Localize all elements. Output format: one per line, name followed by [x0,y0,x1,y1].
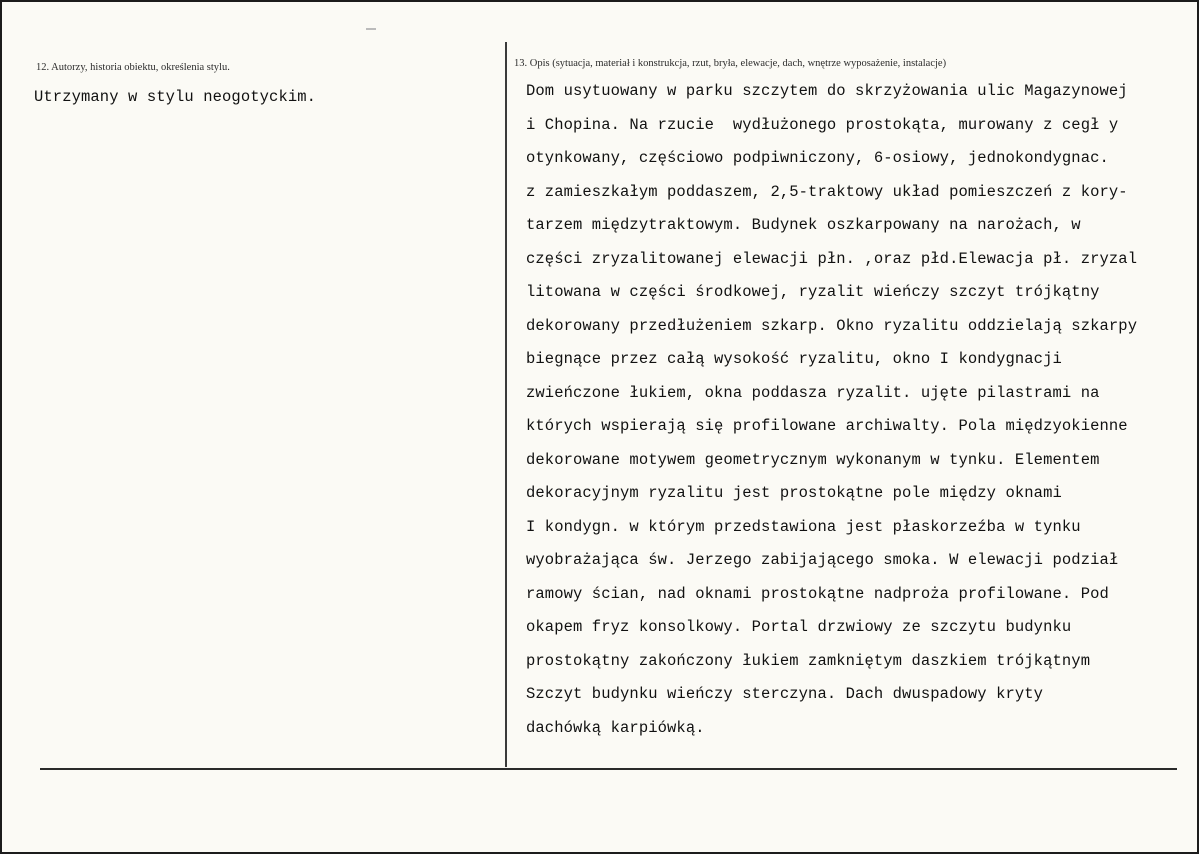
bottom-rule [40,768,1177,770]
description-line: okapem fryz konsolkowy. Portal drzwiowy ze szczytu budynku [526,618,1072,636]
description-line: wyobrażająca św. Jerzego zabijającego smoka. W elewacji podział [526,551,1119,569]
description-line: zwieńczone łukiem, okna poddasza ryzalit. ujęte pilastrami na [526,383,1100,402]
description-line: z zamieszkałym poddaszem, 2,5-traktowy układ pomieszczeń z kory- [526,182,1128,201]
description-line: dekorowane motywem geometrycznym wykonanym w tynku. Elementem [526,450,1100,469]
description-line: otynkowany, częściowo podpiwniczony, 6-osiowy, jednokondygnac. [526,149,1109,167]
description-line: Szczyt budynku wieńczy sterczyna. Dach dwuspadowy kryty [526,685,1044,703]
field-13-label: 13. Opis (sytuacja, materiał i konstrukcja, rzut, bryła, elewacje, dach, wnętrze wyposażenie, instalacje) [514,58,947,69]
description-line: litowana w części środkowej, ryzalit wieńczy szczyt trójkątny [526,283,1100,301]
description-line: dekorowany przedłużeniem szkarp. Okno ryzalitu oddzielają szkarpy [526,316,1138,335]
description-line: prostokątny zakończony łukiem zamkniętym daszkiem trójkątnym [526,651,1091,670]
description-line: części zryzalitowanej elewacji płn. ,oraz płd.Elewacja pł. zryzal [526,249,1138,268]
description-line: i Chopina. Na rzucie wydłużonego prostokąta, murowany z cegł y [526,115,1119,134]
column-divider [505,42,507,767]
description-line: tarzem międzytraktowym. Budynek oszkarpowany na narożach, w [526,216,1081,234]
description-line: dekoracyjnym ryzalitu jest prostokątne pole między oknami [526,484,1062,502]
field-12-label: 12. Autorzy, historia obiektu, określenia stylu. [36,62,230,73]
description-line: biegnące przez całą wysokość ryzalitu, okno I kondygnacji [526,350,1062,368]
description-line: Dom usytuowany w parku szczytem do skrzyżowania ulic Magazynowej [526,82,1128,100]
field-12-text: Utrzymany w stylu neogotyckim. [34,88,317,106]
field-13-text [526,75,1196,745]
description-line: I kondygn. w którym przedstawiona jest płaskorzeźba w tynku [526,517,1081,536]
paper-speck [366,28,376,30]
description-line: ramowy ścian, nad oknami prostokątne nadproża profilowane. Pod [526,584,1109,603]
description-line: których wspierają się profilowane archiwalty. Pola międzyokienne [526,417,1128,435]
description-line: dachówką karpiówką. [526,718,705,737]
